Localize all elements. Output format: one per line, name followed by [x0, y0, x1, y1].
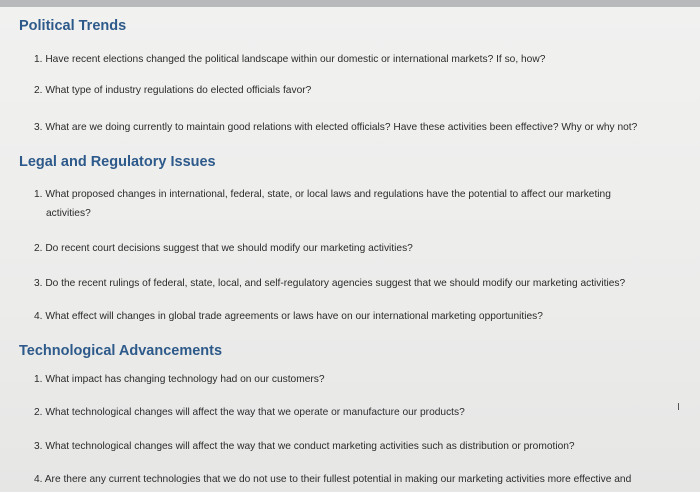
document-page: [0, 7, 700, 492]
question-tech-3: 3. What technological changes will affect the way that we conduct marketing activities such as distribution or promotion?: [34, 441, 575, 452]
question-legal-4: 4. What effect will changes in global trade agreements or laws have on our international marketing opportunities?: [34, 311, 543, 322]
question-legal-3: 3. Do the recent rulings of federal, state, local, and self-regulatory agencies suggest that we should modify our marketing activities?: [34, 278, 626, 289]
section-title-legal-regulatory: Legal and Regulatory Issues: [19, 154, 216, 170]
section-title-technological: Technological Advancements: [19, 343, 223, 359]
question-tech-4: 4. Are there any current technologies that we do not use to their fullest potential in making our marketing activities more effective and: [34, 474, 632, 485]
question-political-1: 1. Have recent elections changed the political landscape within our domestic or international markets? If so, how?: [34, 54, 546, 65]
question-legal-1-continued: activities?: [46, 208, 91, 219]
question-political-3: 3. What are we doing currently to maintain good relations with elected officials? Have these activities been effective? Why or why not?: [34, 122, 638, 133]
question-political-2: 2. What type of industry regulations do elected officials favor?: [34, 85, 312, 96]
question-tech-2: 2. What technological changes will affect the way that we operate or manufacture our products?: [34, 407, 465, 418]
question-legal-2: 2. Do recent court decisions suggest that we should modify our marketing activities?: [34, 243, 413, 254]
section-title-political-trends: Political Trends: [19, 18, 127, 34]
question-legal-1: 1. What proposed changes in international, federal, state, or local laws and regulations have the potential to affect our marketing: [34, 189, 611, 200]
top-bar: [0, 0, 700, 7]
question-tech-1: 1. What impact has changing technology had on our customers?: [34, 374, 325, 385]
margin-mark: [678, 403, 679, 410]
